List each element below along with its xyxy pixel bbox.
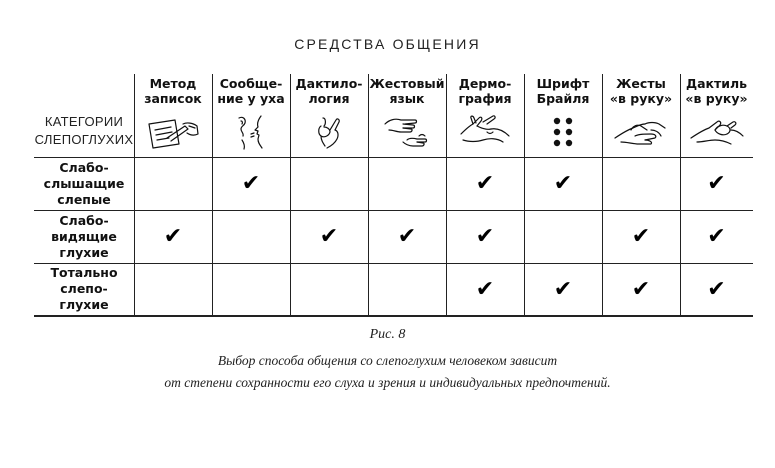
- row-header-line: Тотально: [50, 265, 118, 280]
- check-mark: ✔: [163, 224, 183, 249]
- row-header-line: видящие: [51, 229, 117, 244]
- page-title: СРЕДСТВА ОБЩЕНИЯ: [294, 36, 481, 52]
- row-header-line: Слабо-: [59, 160, 109, 175]
- column-header-line: «в руку»: [685, 91, 748, 106]
- tactile-fingerspelling-icon: [680, 112, 753, 152]
- column-header-dactylology: [290, 76, 368, 106]
- row-divider: [34, 210, 753, 211]
- note-writing-icon: [134, 112, 212, 152]
- check-mark: ✔: [553, 171, 573, 196]
- categories-header-line: СЛЕПОГЛУХИХ: [34, 132, 134, 147]
- column-divider: [290, 74, 291, 316]
- column-header-line: Дактиль: [685, 76, 748, 91]
- check-mark: ✔: [475, 171, 495, 196]
- column-header-line: Сообще-: [219, 76, 283, 91]
- column-header-ear-speech: [212, 76, 290, 106]
- check-mark: ✔: [475, 277, 495, 302]
- check-mark: ✔: [397, 224, 417, 249]
- row-header-line: слепые: [57, 192, 111, 207]
- check-mark: ✔: [475, 224, 495, 249]
- writing-on-palm-icon: [446, 112, 524, 152]
- column-header-braille: [524, 76, 602, 106]
- categories-header-line: КАТЕГОРИИ: [44, 114, 124, 129]
- column-header-line: Шрифт: [536, 76, 590, 91]
- speaking-to-ear-icon: [212, 112, 290, 152]
- column-header-sign-language: [368, 76, 446, 106]
- check-mark: ✔: [319, 224, 339, 249]
- column-header-line: логия: [308, 91, 350, 106]
- column-header-line: Дермо-: [458, 76, 512, 91]
- column-header-dermography: [446, 76, 524, 106]
- sign-language-hands-icon: [368, 112, 446, 152]
- row-header-low-vision-deaf: [34, 213, 134, 261]
- check-mark: ✔: [553, 277, 573, 302]
- column-header-line: ние у уха: [217, 91, 285, 106]
- column-divider: [134, 74, 135, 316]
- column-header-line: Метод: [149, 76, 197, 91]
- check-mark: ✔: [631, 277, 651, 302]
- column-header-line: Жесты: [616, 76, 666, 91]
- figure-caption-line: Выбор способа общения со слепоглухим человеком зависит: [217, 353, 558, 368]
- column-header-line: Дактило-: [295, 76, 363, 91]
- column-divider: [368, 74, 369, 316]
- row-header-hard-of-hearing-blind: [34, 160, 134, 208]
- check-mark: ✔: [241, 171, 261, 196]
- braille-dots-icon: [524, 112, 602, 152]
- column-header-tactile-dactyl: [680, 76, 753, 106]
- table-bottom-line: [34, 315, 753, 317]
- row-header-line: слепо-: [60, 281, 108, 296]
- column-header-notes: [134, 76, 212, 106]
- figure-caption-line: от степени сохранности его слуха и зрения и индивидуальных предпочтений.: [164, 375, 611, 390]
- row-divider: [34, 263, 753, 264]
- row-header-line: глухие: [59, 245, 109, 260]
- column-header-line: Жестовый: [369, 76, 445, 91]
- column-header-gestures-in-hand: [602, 76, 680, 106]
- column-header-line: язык: [389, 91, 425, 106]
- row-header-line: глухие: [59, 297, 109, 312]
- check-mark: ✔: [631, 224, 651, 249]
- categories-header: [34, 113, 134, 149]
- figure-number: Рис. 8: [369, 327, 406, 342]
- column-header-line: графия: [458, 91, 512, 106]
- column-header-line: записок: [144, 91, 202, 106]
- column-header-line: Брайля: [536, 91, 590, 106]
- gestures-in-hand-icon: [602, 112, 680, 152]
- column-header-line: «в руку»: [609, 91, 673, 106]
- row-header-totally-deafblind: [34, 265, 134, 313]
- check-mark: ✔: [707, 171, 726, 196]
- row-header-line: слышащие: [43, 176, 125, 191]
- row-header-line: Слабо-: [59, 213, 109, 228]
- check-mark: ✔: [707, 224, 726, 249]
- fingerspelling-hand-icon: [290, 112, 368, 152]
- check-mark: ✔: [707, 277, 726, 302]
- header-divider: [34, 157, 753, 158]
- column-divider: [212, 74, 213, 316]
